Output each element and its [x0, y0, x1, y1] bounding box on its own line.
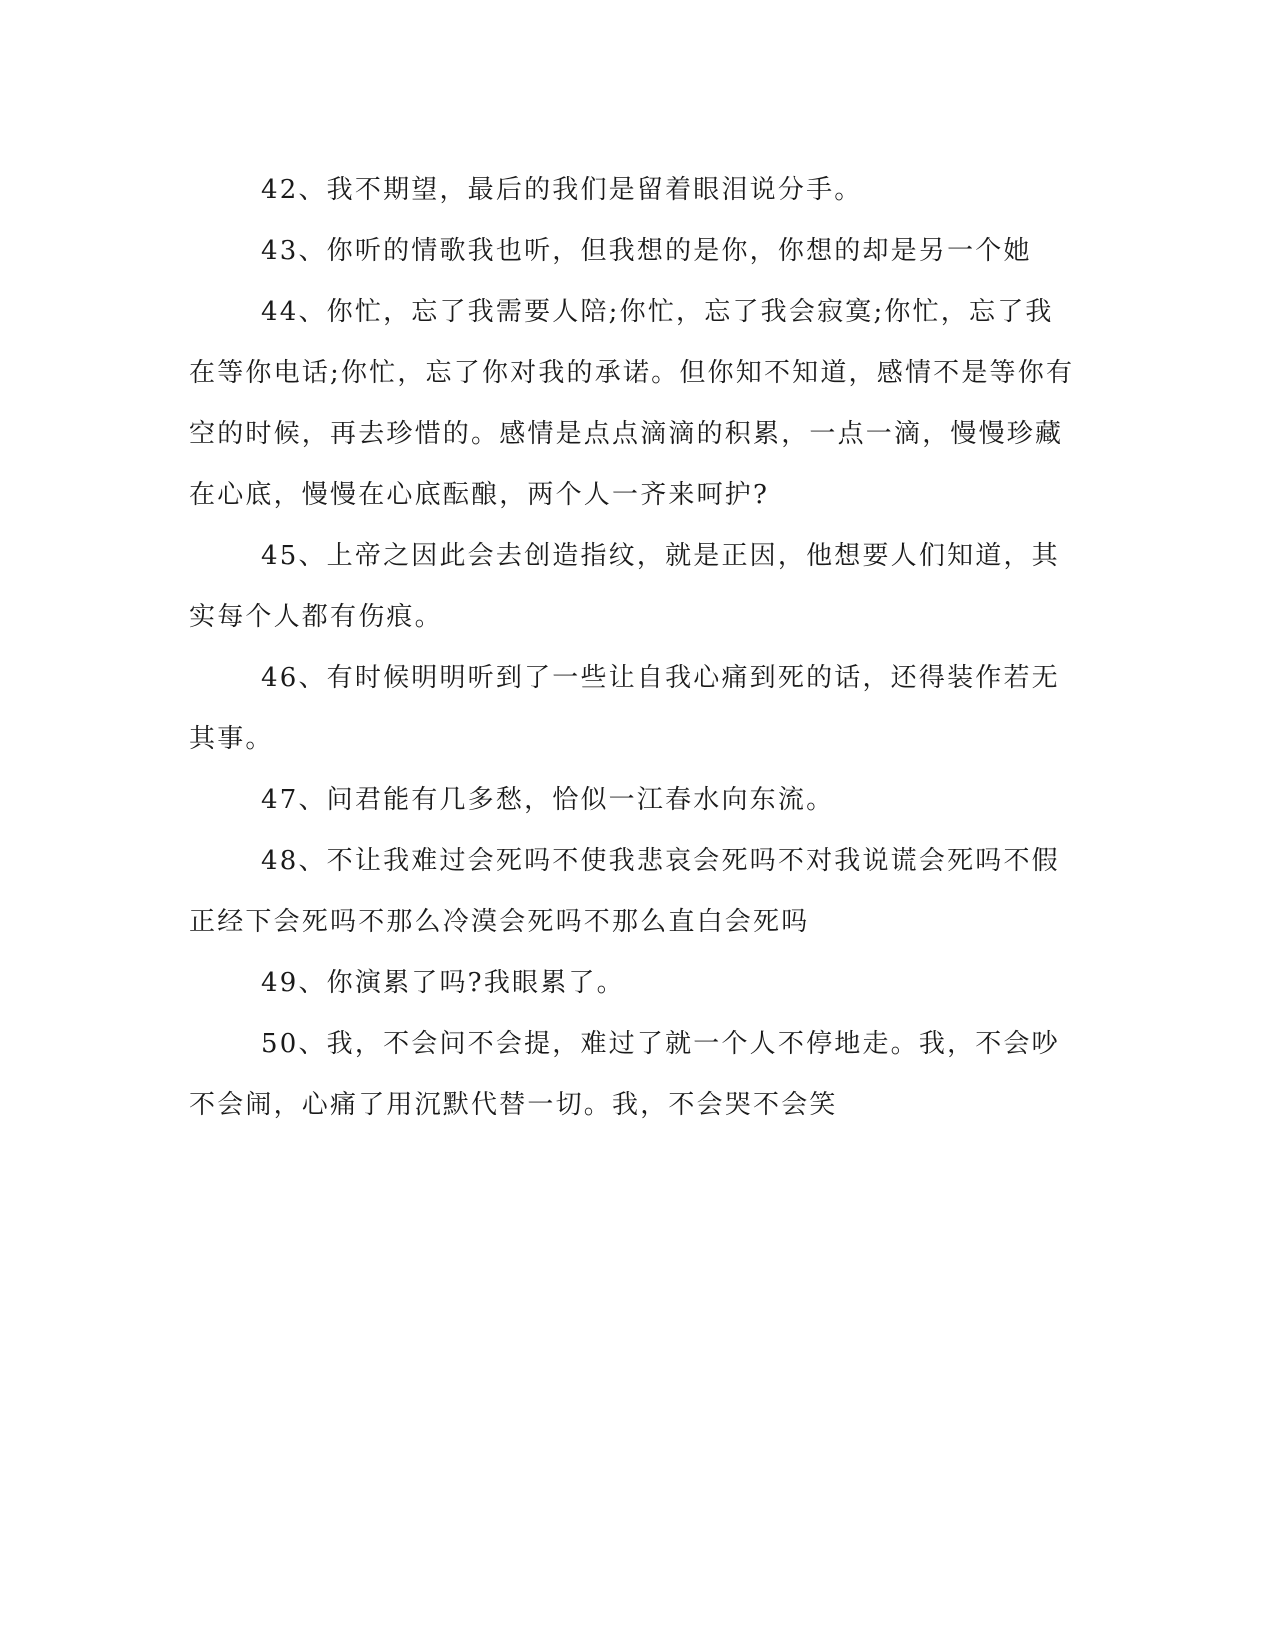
paragraph-46: 46、有时候明明听到了一些让自我心痛到死的话，还得装作若无其事。 [189, 663, 1060, 754]
document-body [189, 160, 1079, 1136]
paragraph-49: 49、你演累了吗?我眼累了。 [261, 968, 625, 998]
paragraph-43: 43、你听的情歌我也听，但我想的是你，你想的却是另一个她 [261, 236, 1032, 266]
paragraph-42: 42、我不期望，最后的我们是留着眼泪说分手。 [261, 175, 863, 205]
paragraph-48: 48、不让我难过会死吗不使我悲哀会死吗不对我说谎会死吗不假正经下会死吗不那么冷漠会死吗不那么直白会死吗 [189, 846, 1060, 937]
paragraph-50: 50、我，不会问不会提，难过了就一个人不停地走。我，不会吵不会闹，心痛了用沉默代替一切。我，不会哭不会笑 [189, 1029, 1060, 1120]
paragraph-44: 44、你忙，忘了我需要人陪;你忙，忘了我会寂寞;你忙，忘了我在等你电话;你忙，忘了你对我的承诺。但你知不知道，感情不是等你有空的时候，再去珍惜的。感情是点点滴滴的积累，一点一滴，慢慢珍藏在心底，慢慢在心底酝酿，两个人一齐来呵护? [189, 297, 1075, 510]
paragraph-47: 47、问君能有几多愁，恰似一江春水向东流。 [261, 785, 835, 815]
paragraph-45: 45、上帝之因此会去创造指纹，就是正因，他想要人们知道，其实每个人都有伤痕。 [189, 541, 1060, 632]
